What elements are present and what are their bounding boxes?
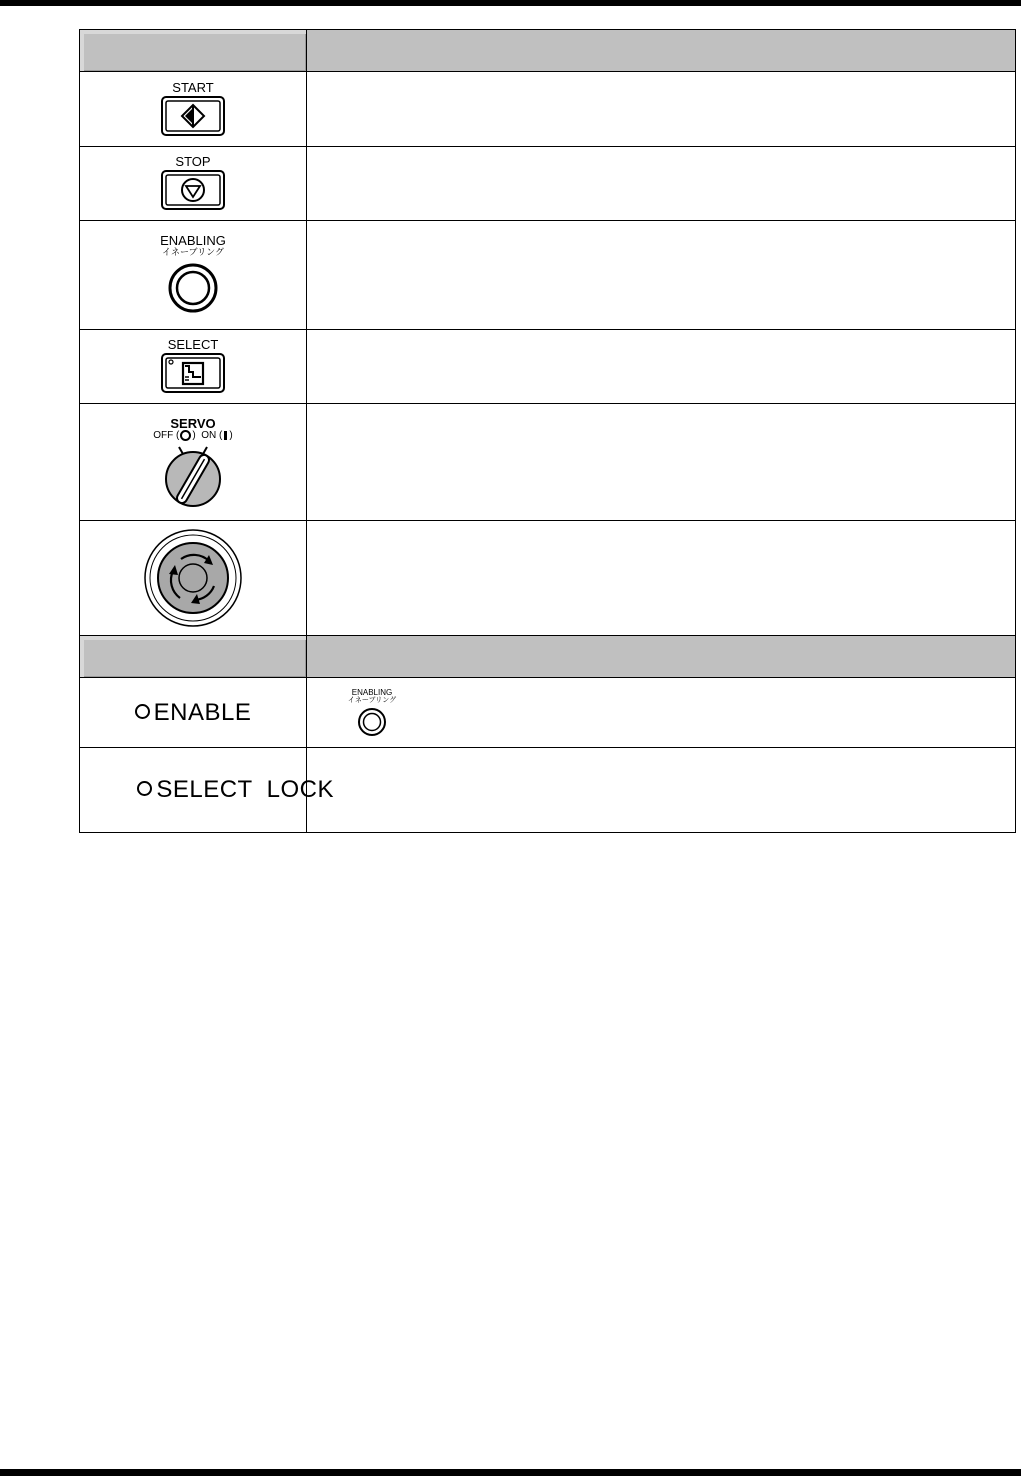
- table-row-start: [80, 72, 1016, 147]
- start-label: START: [172, 79, 214, 95]
- enable-lamp: [80, 699, 306, 727]
- enabling-reference-label: ENABLING: [351, 687, 393, 697]
- enabling-sublabel: イネーブリング: [162, 247, 224, 257]
- servo-off-symbol-icon: [180, 430, 191, 441]
- lamp-header-col-function: [307, 636, 1016, 678]
- servo-label: SERVO: [170, 416, 216, 432]
- servo-on-symbol-icon: [224, 431, 227, 440]
- enabling-reference-sublabel: イネーブリング: [347, 696, 397, 704]
- table-row-servo: [80, 404, 1016, 521]
- enabling-switch-small-icon: [357, 707, 387, 737]
- page-bottom-rule: [0, 1469, 1021, 1476]
- servo-positions: [153, 430, 232, 442]
- select-button-icon: [160, 351, 226, 395]
- enabling-label: ENABLING: [160, 233, 226, 248]
- enabling-reference: [343, 689, 401, 737]
- lamp-indicator-icon: [137, 781, 152, 796]
- lamp-indicator-icon: [135, 704, 150, 719]
- lamp-table-header: [80, 636, 1016, 678]
- select-lock-description: [307, 748, 1016, 833]
- select-lock-lamp-label: SELECT LOCK: [156, 776, 334, 803]
- header-col-switch: [80, 30, 307, 72]
- table-row-enabling: [80, 221, 1016, 330]
- start-button-icon: [160, 94, 226, 138]
- table-row-emergency-stop: [80, 521, 1016, 636]
- servo-key-switch-icon: [157, 443, 229, 507]
- button-function-table: [79, 29, 1016, 833]
- stop-description: [307, 147, 1016, 221]
- enable-lamp-label: ENABLE: [153, 698, 252, 726]
- select-lock-lamp: [80, 748, 334, 832]
- lamp-header-col-lamp: [80, 636, 307, 678]
- start-description: [307, 72, 1016, 147]
- select-label: SELECT: [167, 337, 219, 352]
- servo-on-close: ): [229, 430, 233, 442]
- table-row-select: [80, 330, 1016, 404]
- servo-off-label: OFF (: [153, 430, 180, 442]
- select-description: [307, 330, 1016, 404]
- header-col-function: [307, 30, 1016, 72]
- servo-on-label: ON (: [201, 430, 223, 442]
- stop-label: STOP: [175, 154, 211, 169]
- table-header: [80, 30, 1016, 72]
- table-row-select-lock-lamp: [80, 748, 1016, 833]
- emergency-stop-description: [307, 521, 1016, 636]
- stop-button-icon: [160, 168, 226, 212]
- table-row-enable-lamp: [80, 678, 1016, 748]
- servo-description: [307, 404, 1016, 521]
- page-top-rule: [0, 0, 1021, 6]
- table-row-stop: [80, 147, 1016, 221]
- enabling-switch-icon: [165, 260, 221, 316]
- enabling-description: [307, 221, 1016, 330]
- servo-off-close: ): [192, 430, 196, 442]
- emergency-stop-icon: [143, 528, 243, 628]
